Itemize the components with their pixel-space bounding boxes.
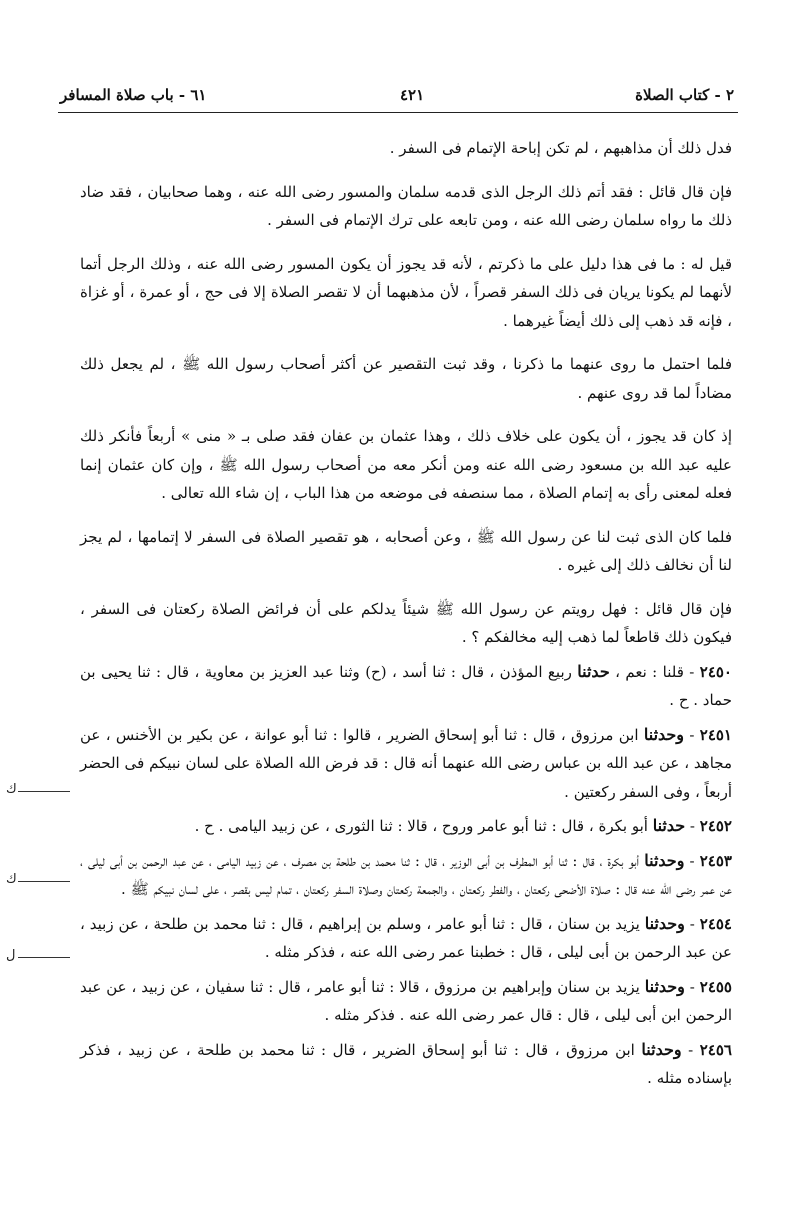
- hadith-keyword: وحدثنا: [644, 913, 685, 933]
- paragraph: فلما كان الذى ثبت لنا عن رسول الله ﷺ ، وعن أصحابه ، هو تقصير الصلاة فى السفر لا إتمامها ، لم يجز لنا أن نخالف ذلك إلى غيره .: [80, 527, 732, 574]
- paragraph: فإن قال قائل : فهل رويتم عن رسول الله ﷺ شيئاً يدلكم على أن فرائض الصلاة ركعتان فى السفر ، فيكون ذلك قاطعاً لما ذهب إليه مخالفكم ؟ .: [80, 599, 732, 646]
- hadith-text: ربيع المؤذن ، قال : ثنا أسد ، (ح) وثنا عبد العزيز بن معاوية ، قال : ثنا يحيى بن حماد . ح .: [80, 662, 732, 709]
- hadith-number: ٢٤٥٣: [699, 851, 732, 870]
- hadith-2454: ٢٤٥٤ - وحدثنا يزيد بن سنان ، قال : ثنا أبو عامر ، وسلم بن إبراهيم ، قال : ثنا محمد بن طلحة ، عن زبيد ، عن عبد الرحمن بن أبى ليلى ، قال : خطبنا عمر رضى الله عنه ، فذكر مثله .: [80, 913, 732, 961]
- book-title: ٢ - كتاب الصلاة: [635, 86, 734, 104]
- hadith-keyword: حدثنا: [652, 816, 686, 835]
- hadith-number: ٢٤٥٦: [699, 1040, 732, 1059]
- hadith-text: أبو بكرة ، قال : ثنا أبو عامر وروح ، قالا : ثنا الثورى ، عن زبيد اليامى . ح .: [194, 817, 648, 835]
- margin-mark: ك: [6, 782, 70, 802]
- hadith-2456: ٢٤٥٦ - وحدثنا ابن مرزوق ، قال : ثنا أبو إسحاق الضرير ، قال : ثنا محمد بن طلحة ، عن زبيد ، فذكر بإسناده مثله .: [80, 1039, 732, 1087]
- header-rule: [58, 112, 738, 113]
- chapter-title: ٦١ - باب صلاة المسافر: [60, 86, 207, 104]
- hadith-text: يزيد بن سنان وإبراهيم بن مرزوق ، قالا : ثنا أبو عامر ، قال : ثنا سفيان ، عن زبيد ، عن عبد الرحمن ابن أبى ليلى ، قال : قال عمر رضى الله عنه . فذكر مثله .: [80, 977, 732, 1024]
- paragraph: قيل له : ما فى هذا دليل على ما ذكرتم ، لأنه قد يجوز أن يكون المسور رضى الله عنه ، وذلك الرجل أتما لأنهما لم يكونا يريان فى ذلك السفر قصراً ، لأن مذهبهما أن لا تقصر الصلاة إلا فى حج ، أو عمرة ، أو غزاة ، فإنه قد ذهب إلى ذلك أيضاً غيرهما .: [80, 254, 732, 330]
- margin-mark: ل: [6, 948, 70, 968]
- hadith-2455: ٢٤٥٥ - وحدثنا يزيد بن سنان وإبراهيم بن مرزوق ، قالا : ثنا أبو عامر ، قال : ثنا سفيان ، عن زبيد ، عن عبد الرحمن ابن أبى ليلى ، قال : قال عمر رضى الله عنه . فذكر مثله .: [80, 976, 732, 1024]
- hadith-keyword: وحدثنا: [643, 724, 685, 744]
- hadith-2452: ٢٤٥٢ - حدثنا أبو بكرة ، قال : ثنا أبو عامر وروح ، قالا : ثنا الثورى ، عن زبيد اليامى . ح .: [194, 816, 732, 835]
- hadith-number: ٢٤٥٤: [699, 914, 732, 933]
- hadith-number: ٢٤٥٥: [699, 977, 732, 996]
- hadith-text: ابن مرزوق ، قال : ثنا أبو إسحاق الضرير ، قالوا : ثنا أبو عوانة ، عن بكير بن الأخنس ، عن مجاهد ، عن عبد الله بن عباس رضى الله عنهما أنه قال : قد فرض الله الصلاة على لسان نبيكم فى الحضر أربعاً ، وفى السفر ركعتين .: [80, 725, 732, 801]
- hadith-text: يزيد بن سنان ، قال : ثنا أبو عامر ، وسلم بن إبراهيم ، قال : ثنا محمد بن طلحة ، عن زبيد ، عن عبد الرحمن بن أبى ليلى ، قال : خطبنا عمر رضى الله عنه ، فذكر مثله .: [80, 914, 732, 961]
- hadith-keyword: حدثنا: [577, 661, 610, 681]
- hadith-number: ٢٤٥١: [699, 725, 732, 744]
- hadith-keyword: وحدثنا: [644, 976, 685, 996]
- page-number: ٤٢١: [400, 86, 425, 104]
- hadith-2451: ٢٤٥١ - وحدثنا ابن مرزوق ، قال : ثنا أبو إسحاق الضرير ، قالوا : ثنا أبو عوانة ، عن بكير بن الأخنس ، عن مجاهد ، عن عبد الله بن عباس رضى الله عنهما أنه قال : قد فرض الله الصلاة على لسان نبيكم فى الحضر أربعاً ، وفى السفر ركعتين .: [80, 724, 732, 801]
- margin-mark: ك: [6, 872, 70, 892]
- hadith-keyword: وحدثنا: [644, 850, 685, 870]
- paragraph: فدل ذلك أن مذاهبهم ، لم تكن إباحة الإتمام فى السفر .: [389, 139, 732, 157]
- page-header: [60, 86, 734, 110]
- paragraph: فلما احتمل ما روى عنهما ما ذكرنا ، وقد ثبت التقصير عن أكثر أصحاب رسول الله ﷺ ، لم يجعل ذلك مضاداً لما قد روى عنهم .: [80, 355, 732, 402]
- hadith-number: ٢٤٥٢: [699, 817, 732, 835]
- hadith-pre: قلنا : نعم ،: [615, 662, 684, 681]
- hadith-2450: ٢٤٥٠ - قلنا : نعم ، حدثنا ربيع المؤذن ، قال : ثنا أسد ، (ح) وثنا عبد العزيز بن معاوية ، قال : ثنا يحيى بن حماد . ح .: [80, 661, 732, 709]
- hadith-text: ابن مرزوق ، قال : ثنا أبو إسحاق الضرير ، قال : ثنا محمد بن طلحة ، عن زبيد ، فذكر بإسناده مثله .: [80, 1040, 732, 1087]
- hadith-text: أبو بكرة ، قال : ثنا أبو المطرف بن أبى الوزير ، قال : ثنا محمد بن طلحة بن مصرف ، عن زبيد اليامى ، عن عبد الرحمن بن أبى ليلى ، عن عمر رضى الله عنه قال : صلاة الأضحى ركعتان ، والفطر ركعتان ، والجمعة ركعتان وصلاة السفر ركعتان ، تمام ليس بقصر ، على لسان نبيكم ﷺ .: [80, 851, 732, 898]
- hadith-keyword: وحدثنا: [641, 1039, 682, 1059]
- paragraph: فإن قال قائل : فقد أتم ذلك الرجل الذى قدمه سلمان والمسور رضى الله عنه ، وهما صحابيان ، فقد ضاد ذلك ما رواه سلمان رضى الله عنه ، ومن تابعه على ترك الإتمام فى السفر .: [80, 182, 732, 229]
- hadith-number: ٢٤٥٠: [699, 662, 732, 681]
- paragraph: إذ كان قد يجوز ، أن يكون على خلاف ذلك ، وهذا عثمان بن عفان فقد صلى بـ « منى » أربعاً فأنكر ذلك عليه عبد الله بن مسعود رضى الله عنه ومن أنكر معه من أصحاب رسول الله ﷺ ، وإن كان عثمان إنما فعله لمعنى رأى به إتمام الصلاة ، مما سنصفه فى موضعه من هذا الباب ، إن شاء الله تعالى .: [80, 427, 732, 502]
- body-text: [80, 134, 732, 1099]
- hadith-2453: ٢٤٥٣ - وحدثنا أبو بكرة ، قال : ثنا أبو المطرف بن أبى الوزير ، قال : ثنا محمد بن طلحة بن مصرف ، عن زبيد اليامى ، عن عبد الرحمن بن أبى ليلى ، عن عمر رضى الله عنه قال : صلاة الأضحى ركعتان ، والفطر ركعتان ، والجمعة ركعتان وصلاة السفر ركعتان ، تمام ليس بقصر ، على لسان نبيكم ﷺ .: [80, 850, 732, 898]
